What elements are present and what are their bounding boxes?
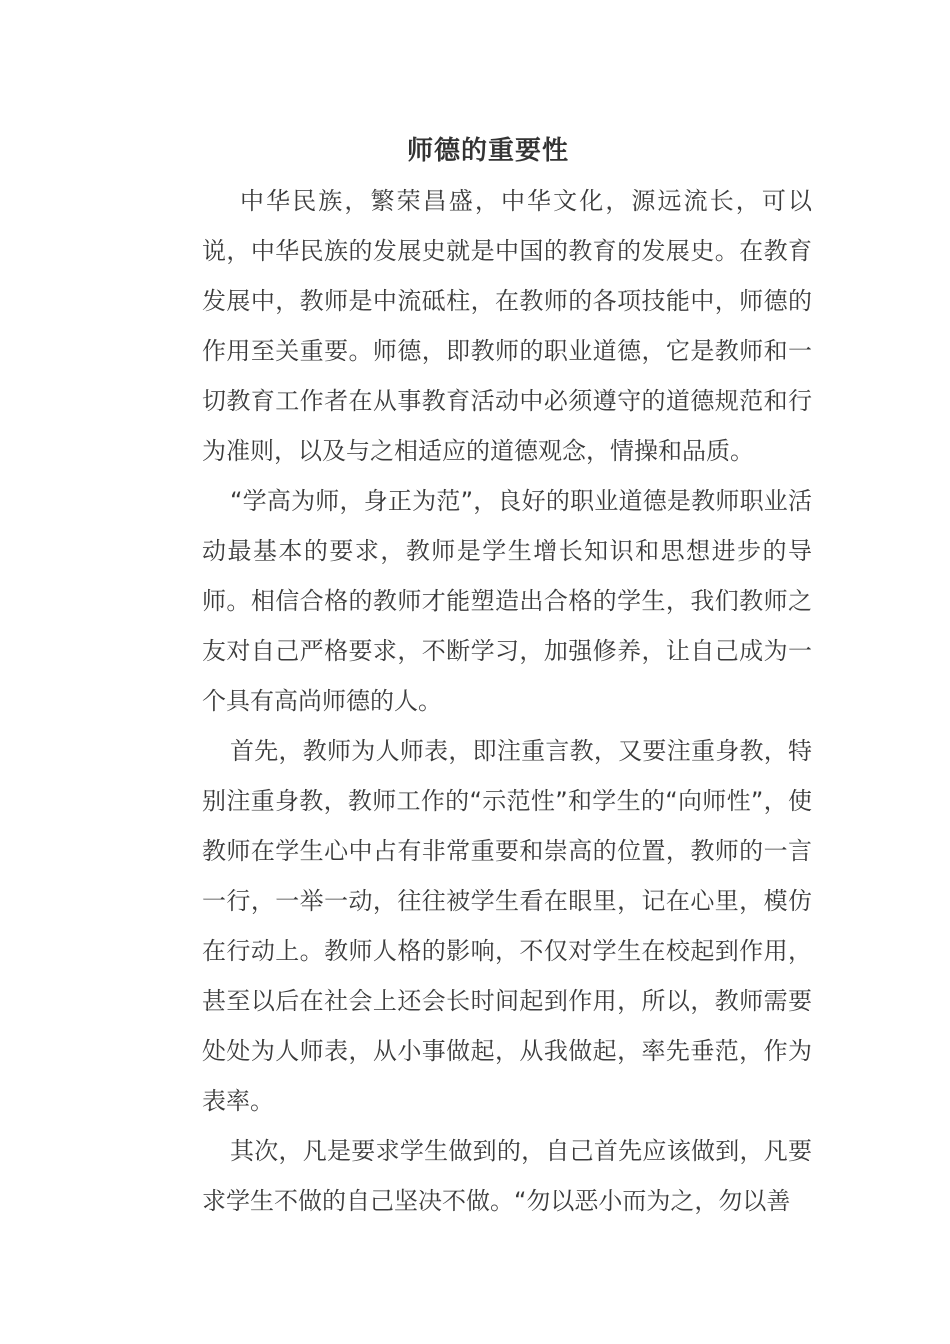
paragraph-second-point: 其次，凡是要求学生做到的，自己首先应该做到，凡要求学生不做的自己坚决不做。“勿以恶小而为之，勿以善 [202, 1137, 812, 1215]
document-body [202, 176, 812, 1226]
paragraph-xuegao-weishi: “学高为师，身正为范”，良好的职业道德是教师职业活动最基本的要求，教师是学生增长知识和思想进步的导师。相信合格的教师才能塑造出合格的学生，我们教师之友对自己严格要求，不断学习，加强修养，让自己成为一个具有高尚师德的人。 [202, 487, 812, 715]
paragraph-introduction: 中华民族，繁荣昌盛，中华文化，源远流长，可以说，中华民族的发展史就是中国的教育的发展史。在教育发展中，教师是中流砥柱，在教师的各项技能中，师德的作用至关重要。师德，即教师的职业道德，它是教师和一切教育工作者在从事教育活动中必须遵守的道德规范和行为准则，以及与之相适应的道德观念，情操和品质。 [202, 187, 812, 465]
paragraph-first-point: 首先，教师为人师表，即注重言教，又要注重身教，特别注重身教，教师工作的“示范性”和学生的“向师性”，使教师在学生心中占有非常重要和崇高的位置，教师的一言一行，一举一动，往往被学生看在眼里，记在心里，模仿在行动上。教师人格的影响，不仅对学生在校起到作用，甚至以后在社会上还会长时间起到作用，所以，教师需要处处为人师表，从小事做起，从我做起，率先垂范，作为表率。 [202, 737, 812, 1115]
document-title: 师德的重要性 [406, 136, 569, 166]
